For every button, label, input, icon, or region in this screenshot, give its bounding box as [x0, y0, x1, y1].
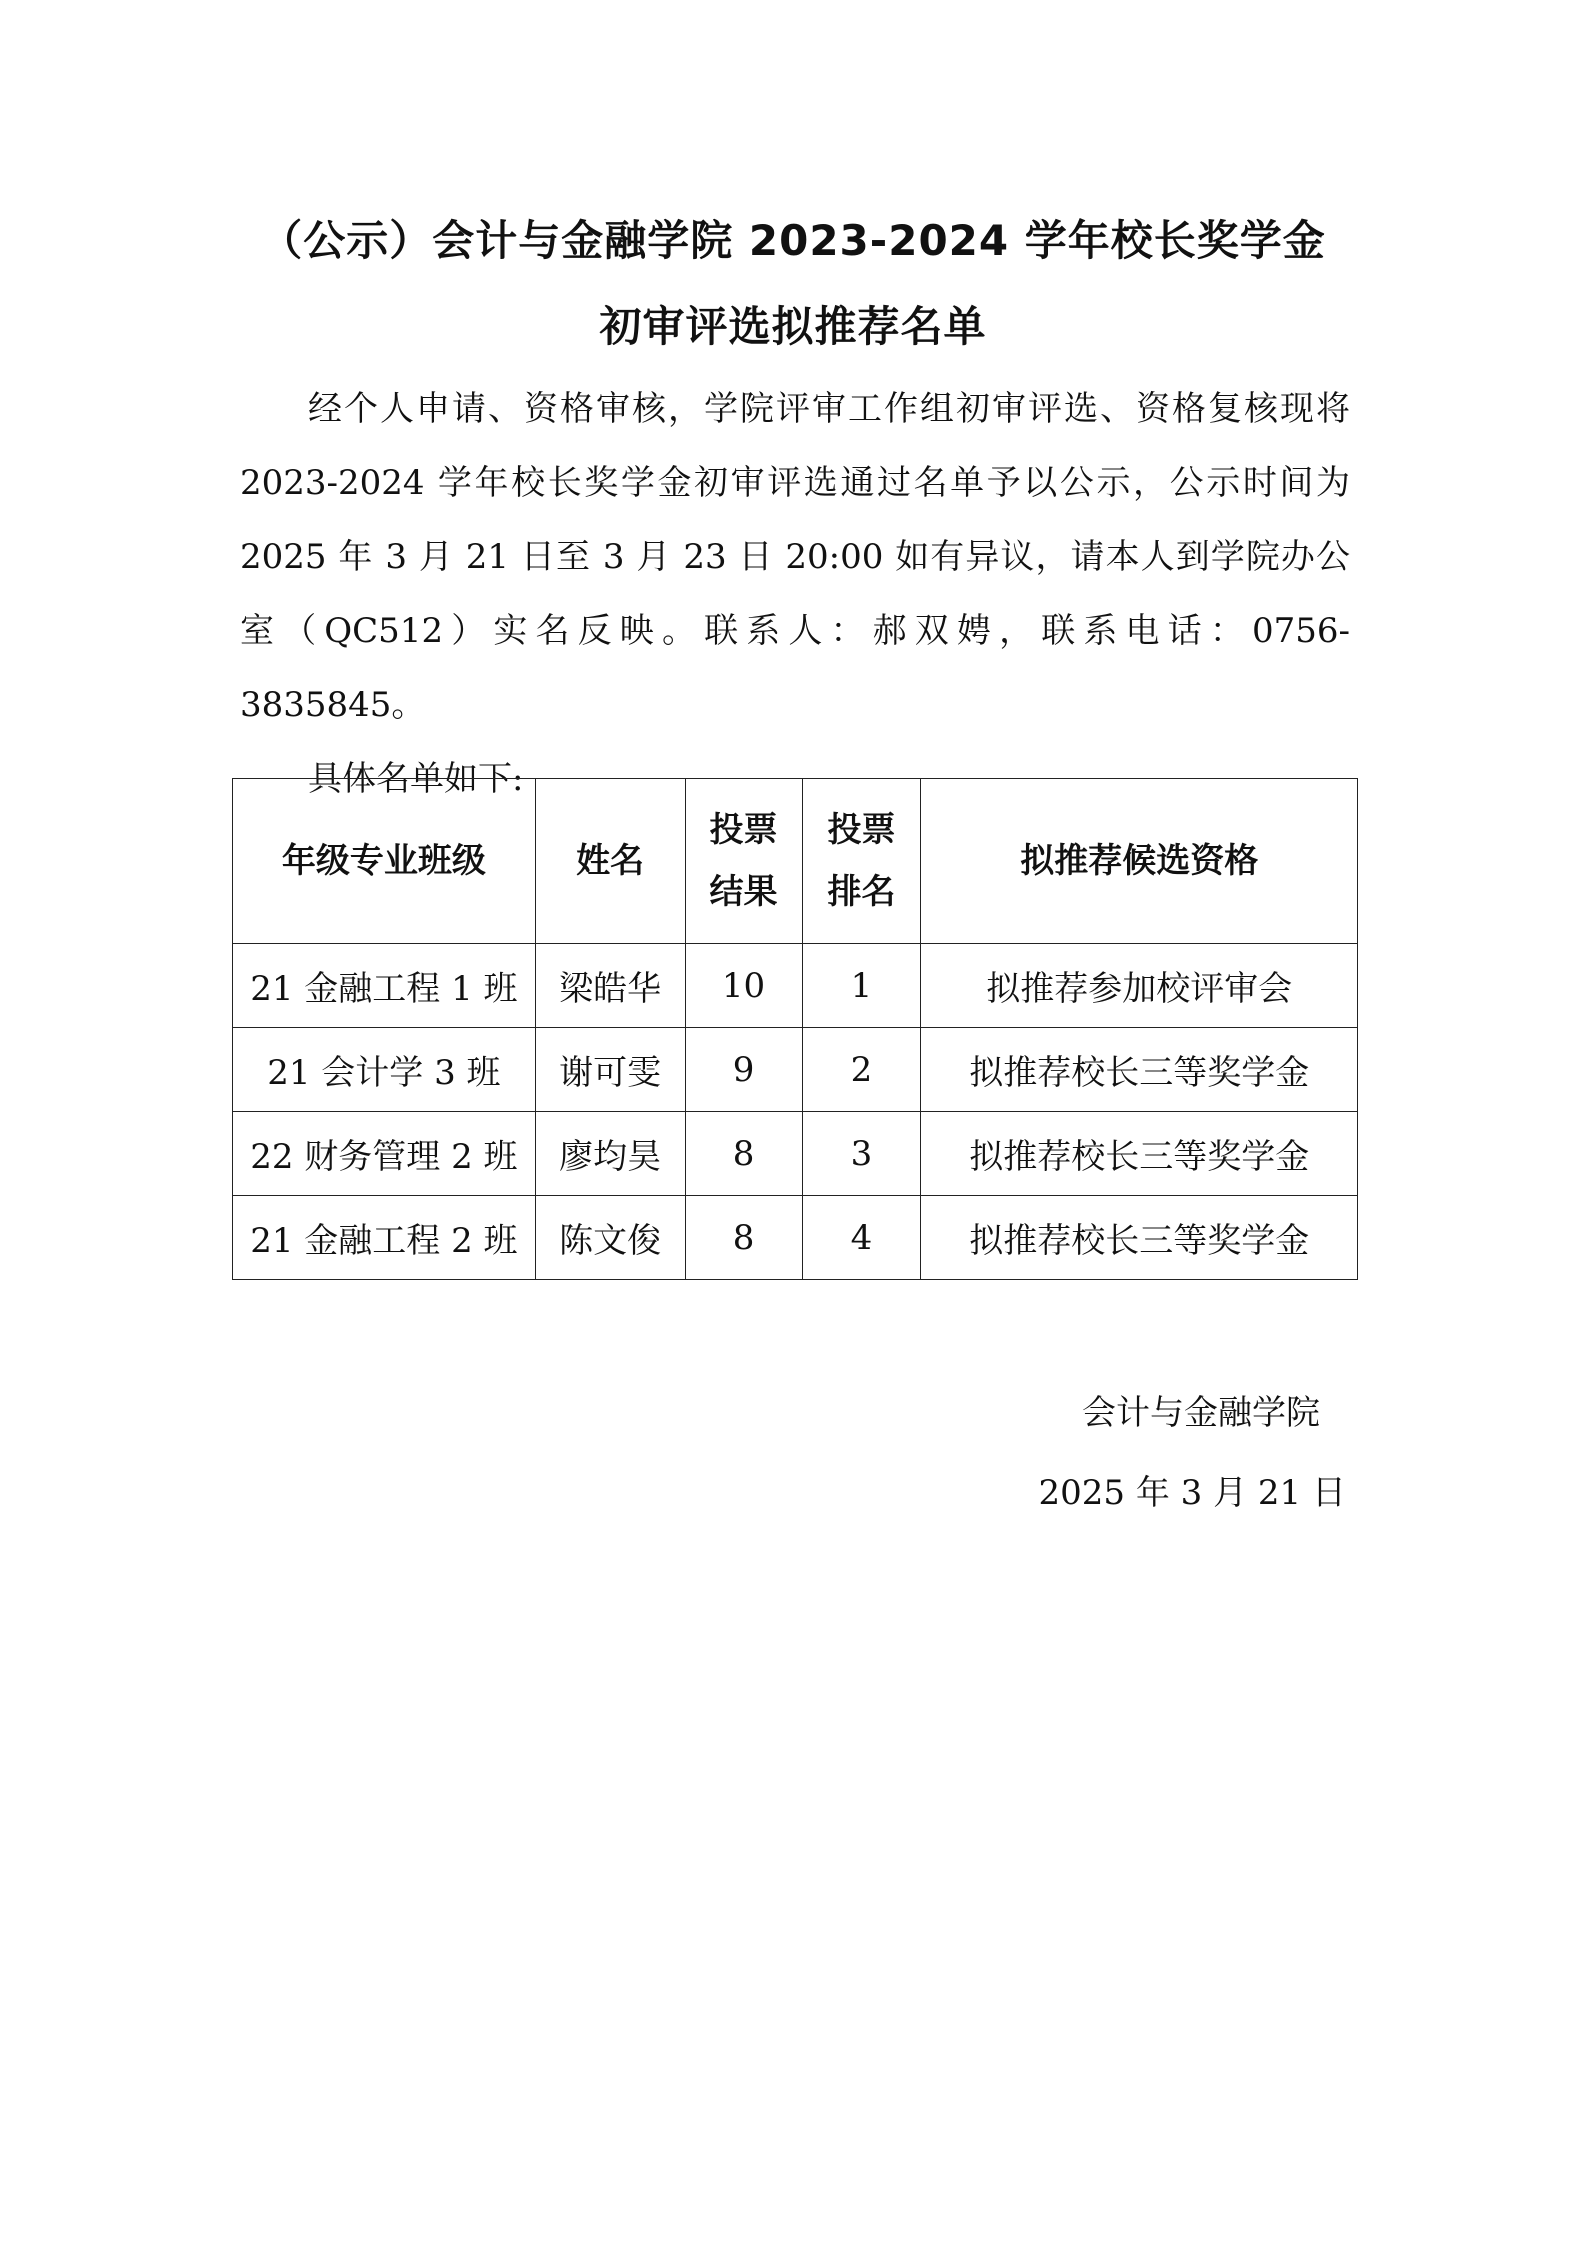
- cell-qualification: 拟推荐参加校评审会: [921, 944, 1358, 1028]
- cell-class: 21 会计学 3 班: [233, 1028, 536, 1112]
- signature-date: 2025 年 3 月 21 日: [1038, 1473, 1346, 1513]
- cell-name: 陈文俊: [535, 1196, 685, 1280]
- document-body: [240, 372, 1350, 816]
- cell-vote-rank: 3: [802, 1112, 921, 1196]
- cell-vote-result: 10: [685, 944, 802, 1028]
- header-name: 姓名: [535, 779, 685, 944]
- announcement-paragraph: 经个人申请、资格审核，学院评审工作组初审评选、资格复核现将 2023-2024 学年校长奖学金初审评选通过名单予以公示，公示时间为 2025 年 3 月 21 日至 3 月 23 日 20:00 如有异议，请本人到学院办公室（QC512）实名反映。联系人：郝双娉，联系电话：0756-3835845。: [240, 389, 1350, 725]
- signature-organization: 会计与金融学院: [1082, 1393, 1320, 1433]
- cell-vote-rank: 1: [802, 944, 921, 1028]
- table-row: [233, 1112, 1358, 1196]
- cell-vote-result: 8: [685, 1196, 802, 1280]
- table-row: [233, 944, 1358, 1028]
- candidate-table: [232, 778, 1358, 1280]
- header-vote-rank: 投票排名: [802, 779, 921, 944]
- header-qualification: 拟推荐候选资格: [921, 779, 1358, 944]
- table-header-row: [233, 779, 1358, 944]
- header-class: 年级专业班级: [233, 779, 536, 944]
- cell-class: 21 金融工程 1 班: [233, 944, 536, 1028]
- list-intro: 具体名单如下:: [308, 759, 524, 799]
- cell-class: 22 财务管理 2 班: [233, 1112, 536, 1196]
- cell-qualification: 拟推荐校长三等奖学金: [921, 1112, 1358, 1196]
- cell-qualification: 拟推荐校长三等奖学金: [921, 1196, 1358, 1280]
- document-title-line-2: 初审评选拟推荐名单: [599, 302, 987, 351]
- cell-vote-result: 8: [685, 1112, 802, 1196]
- header-vote-result: 投票结果: [685, 779, 802, 944]
- cell-name: 谢可雯: [535, 1028, 685, 1112]
- document-title-line-1: （公示）会计与金融学院 2023-2024 学年校长奖学金: [260, 216, 1326, 265]
- cell-name: 廖均昊: [535, 1112, 685, 1196]
- cell-vote-rank: 4: [802, 1196, 921, 1280]
- cell-qualification: 拟推荐校长三等奖学金: [921, 1028, 1358, 1112]
- cell-name: 梁皓华: [535, 944, 685, 1028]
- cell-vote-result: 9: [685, 1028, 802, 1112]
- cell-class: 21 金融工程 2 班: [233, 1196, 536, 1280]
- cell-vote-rank: 2: [802, 1028, 921, 1112]
- table-row: [233, 1028, 1358, 1112]
- table-row: [233, 1196, 1358, 1280]
